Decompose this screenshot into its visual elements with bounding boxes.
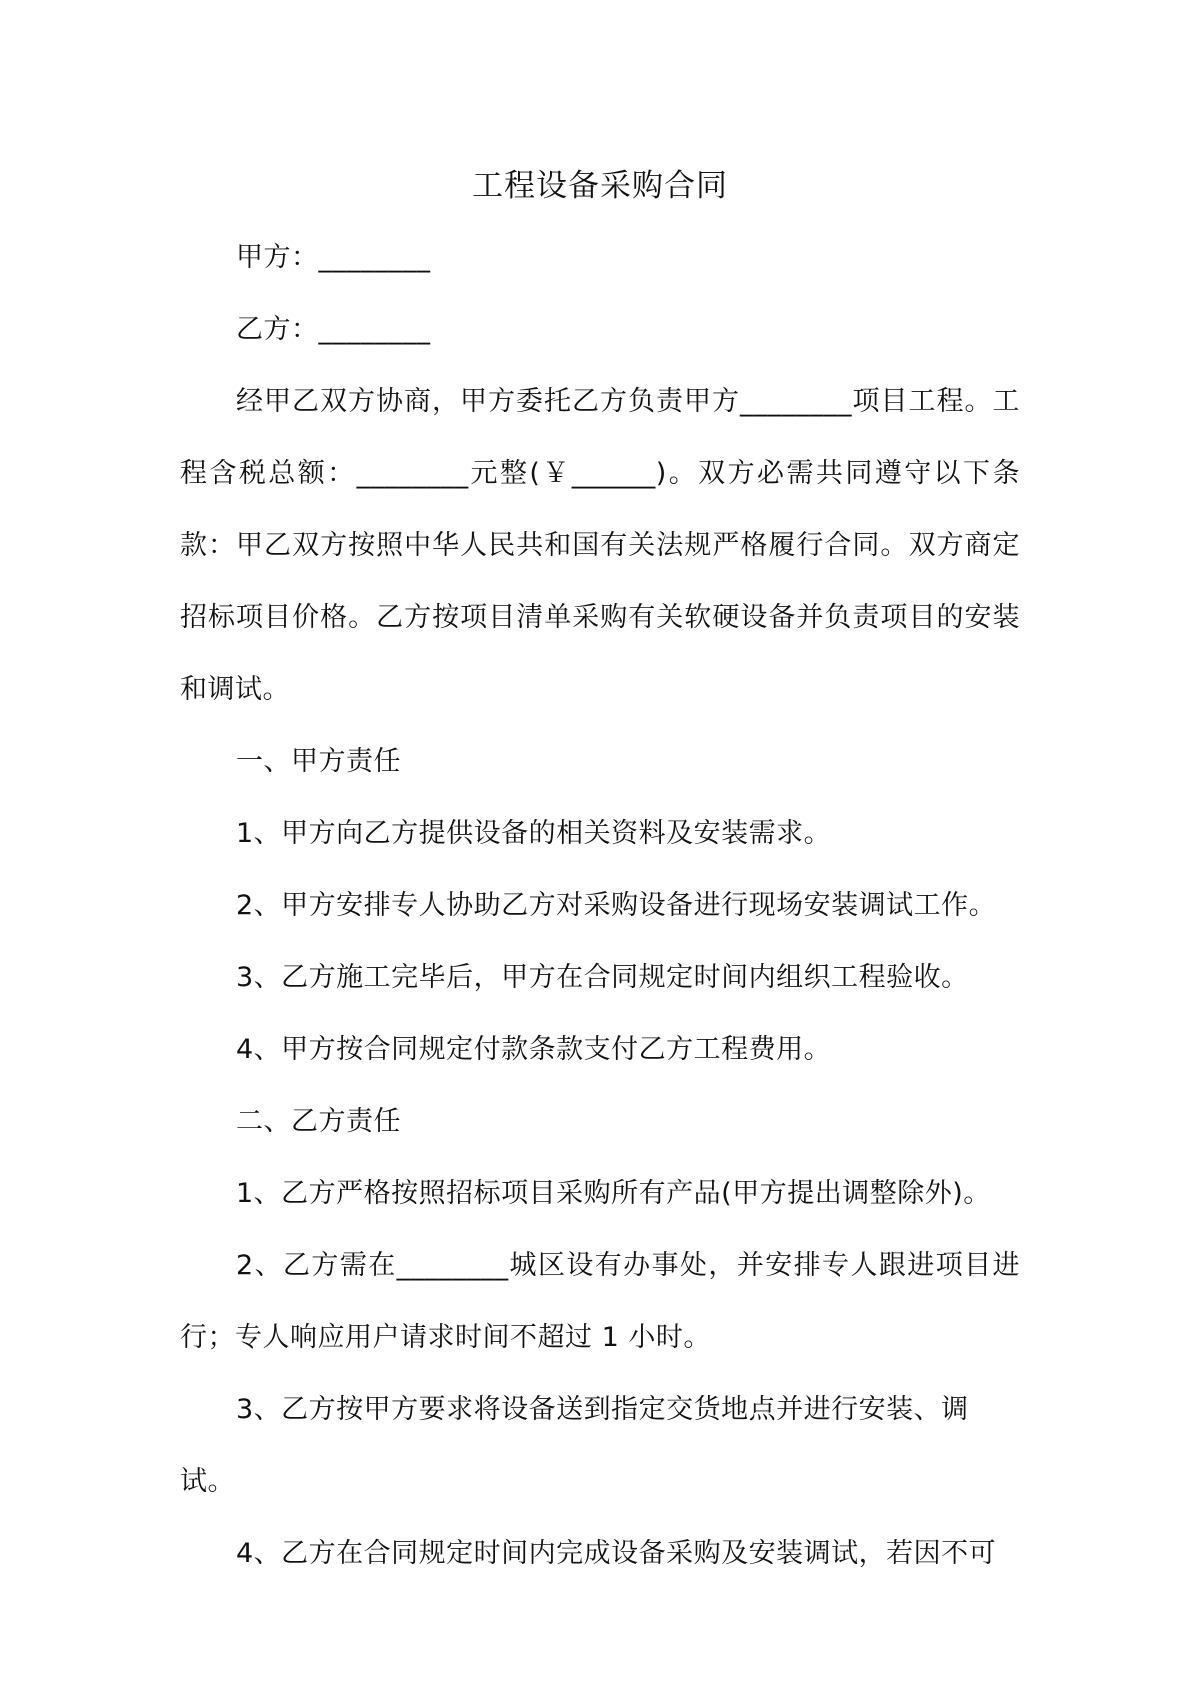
party-a-item-1: 1、甲方向乙方提供设备的相关资料及安装需求。 [236,818,832,849]
section-heading-party-a: 一、甲方责任 [236,746,401,777]
party-a-item-2: 2、甲方安排专人协助乙方对采购设备进行现场安装调试工作。 [236,890,997,921]
party-b-line: 乙方：________ [236,314,431,345]
party-b-item-4: 4、乙方在合同规定时间内完成设备采购及安装调试，若因不可 [236,1538,997,1569]
section-heading-party-b: 二、乙方责任 [236,1106,401,1137]
party-a-line: 甲方：________ [236,242,431,273]
party-b-item-3: 3、乙方按甲方要求将设备送到指定交货地点并进行安装、调试。 [180,1394,969,1497]
party-b-item-2: 2、乙方需在________城区设有办事处，并安排专人跟进项目进行；专人响应用户请求时间不超过 1 小时。 [180,1250,1020,1353]
party-a-item-3: 3、乙方施工完毕后，甲方在合同规定时间内组织工程验收。 [236,962,969,993]
party-a-item-4: 4、甲方按合同规定付款条款支付乙方工程费用。 [236,1034,832,1065]
document-title: 工程设备采购合同 [472,168,728,204]
party-b-item-1: 1、乙方严格按照招标项目采购所有产品(甲方提出调整除外)。 [236,1178,991,1209]
document-body [180,150,1020,1590]
intro-paragraph: 经甲乙双方协商，甲方委托乙方负责甲方________项目工程。工程含税总额：________元整(￥______)。双方必需共同遵守以下条款：甲乙双方按照中华人民共和国有关法规严格履行合同。双方商定招标项目价格。乙方按项目清单采购有关软硬设备并负责项目的安装和调试。 [180,386,1020,705]
